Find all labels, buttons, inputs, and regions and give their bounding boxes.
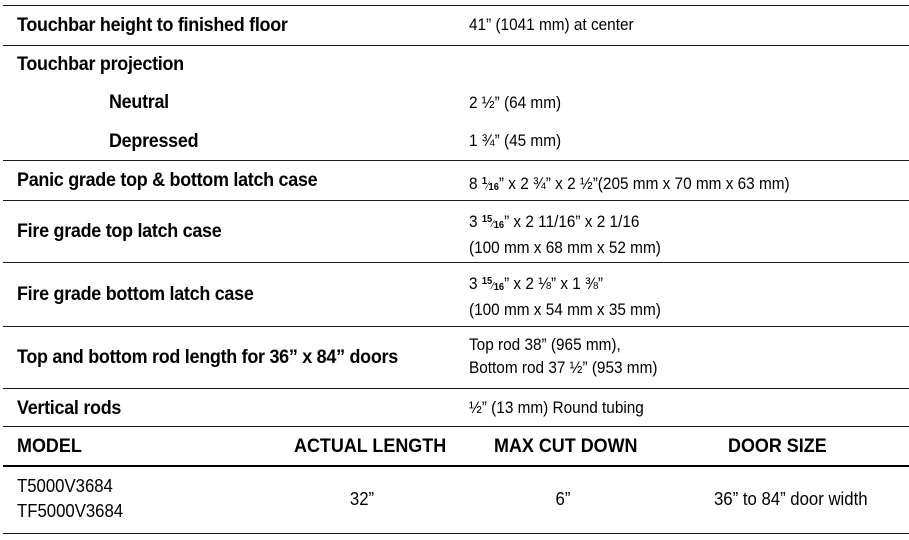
fire-top-latch-label: Fire grade top latch case — [17, 220, 222, 242]
touchbar-height-value: 41” (1041 mm) at center — [469, 16, 634, 34]
row-divider — [3, 326, 909, 327]
row-divider — [3, 160, 909, 161]
rod-length-line1: Top rod 38” (965 mm), — [469, 336, 621, 354]
panic-latch-lead: 8 — [469, 175, 478, 193]
fire-bottom-latch-line2: (100 mm x 54 mm x 35 mm) — [469, 301, 661, 319]
touchbar-projection-label: Touchbar projection — [17, 53, 184, 75]
row-divider — [3, 262, 909, 263]
touchbar-height-label: Touchbar height to finished floor — [17, 14, 288, 36]
fire-bottom-latch-frac-num: 15 — [481, 276, 493, 287]
top-rule — [3, 5, 909, 6]
panic-latch-frac-num: 1 — [481, 176, 487, 187]
row-divider — [3, 388, 909, 389]
model-number: TF5000V3684 — [17, 501, 124, 521]
fire-bottom-latch-value — [469, 270, 661, 322]
door-size-header: DOOR SIZE — [728, 435, 827, 457]
depressed-label: Depressed — [109, 130, 199, 152]
fire-bottom-latch-rest: ” x 2 ⅛” x 1 ⅜” — [504, 275, 603, 293]
actual-length-header: ACTUAL LENGTH — [294, 435, 447, 457]
max-cut-down-header: MAX CUT DOWN — [494, 435, 638, 457]
fire-top-latch-line2: (100 mm x 68 mm x 52 mm) — [469, 239, 661, 257]
model-list — [17, 474, 123, 524]
fire-bottom-latch-label: Fire grade bottom latch case — [17, 283, 254, 305]
fire-top-latch-line1: 3 $^{15}$⁄16” x 2 11/16” x 2 1/16 — [469, 213, 640, 231]
row-divider — [3, 45, 909, 46]
fire-top-latch-frac-den: 16 — [493, 220, 505, 231]
neutral-value: 2 ½” (64 mm) — [469, 94, 562, 112]
panic-latch-frac-den: 16 — [488, 182, 499, 193]
model-header: MODEL — [17, 435, 82, 457]
neutral-label: Neutral — [109, 91, 169, 113]
fire-bottom-latch-frac-den: 16 — [493, 282, 505, 293]
door-size-value: 36” to 84” door width — [714, 489, 868, 509]
row-divider — [3, 426, 909, 427]
depressed-value: 1 ¾” (45 mm) — [469, 132, 562, 150]
row-divider — [3, 200, 909, 201]
fire-top-latch-lead: 3 — [469, 213, 478, 231]
fire-top-latch-value — [469, 208, 661, 260]
max-cut-down-value: 6” — [555, 489, 571, 509]
bottom-rule — [3, 533, 909, 534]
fire-bottom-latch-line1: 3 $^{15}$⁄16” x 2 ⅛” x 1 ⅜” — [469, 275, 603, 293]
panic-latch-label: Panic grade top & bottom latch case — [17, 169, 318, 191]
vertical-rods-label: Vertical rods — [17, 397, 122, 419]
table-header-divider — [3, 465, 909, 467]
rod-length-label: Top and bottom rod length for 36” x 84” doors — [17, 346, 398, 368]
vertical-rods-value: ½” (13 mm) Round tubing — [469, 399, 644, 417]
actual-length-value: 32” — [349, 489, 375, 509]
fire-bottom-latch-lead: 3 — [469, 275, 478, 293]
model-number: T5000V3684 — [17, 476, 113, 496]
fire-top-latch-frac-num: 15 — [481, 214, 493, 225]
fire-top-latch-rest: ” x 2 11/16” x 2 1/16 — [504, 213, 640, 231]
rod-length-value — [469, 334, 657, 380]
rod-length-line2: Bottom rod 37 ½” (953 mm) — [469, 359, 658, 377]
panic-latch-rest: ” x 2 ¾” x 2 ½”(205 mm x 70 mm x 63 mm) — [498, 175, 790, 193]
panic-latch-value: 8 $^1$⁄16” x 2 ¾” x 2 ½”(205 mm x 70 mm x 63 mm) — [469, 175, 790, 193]
